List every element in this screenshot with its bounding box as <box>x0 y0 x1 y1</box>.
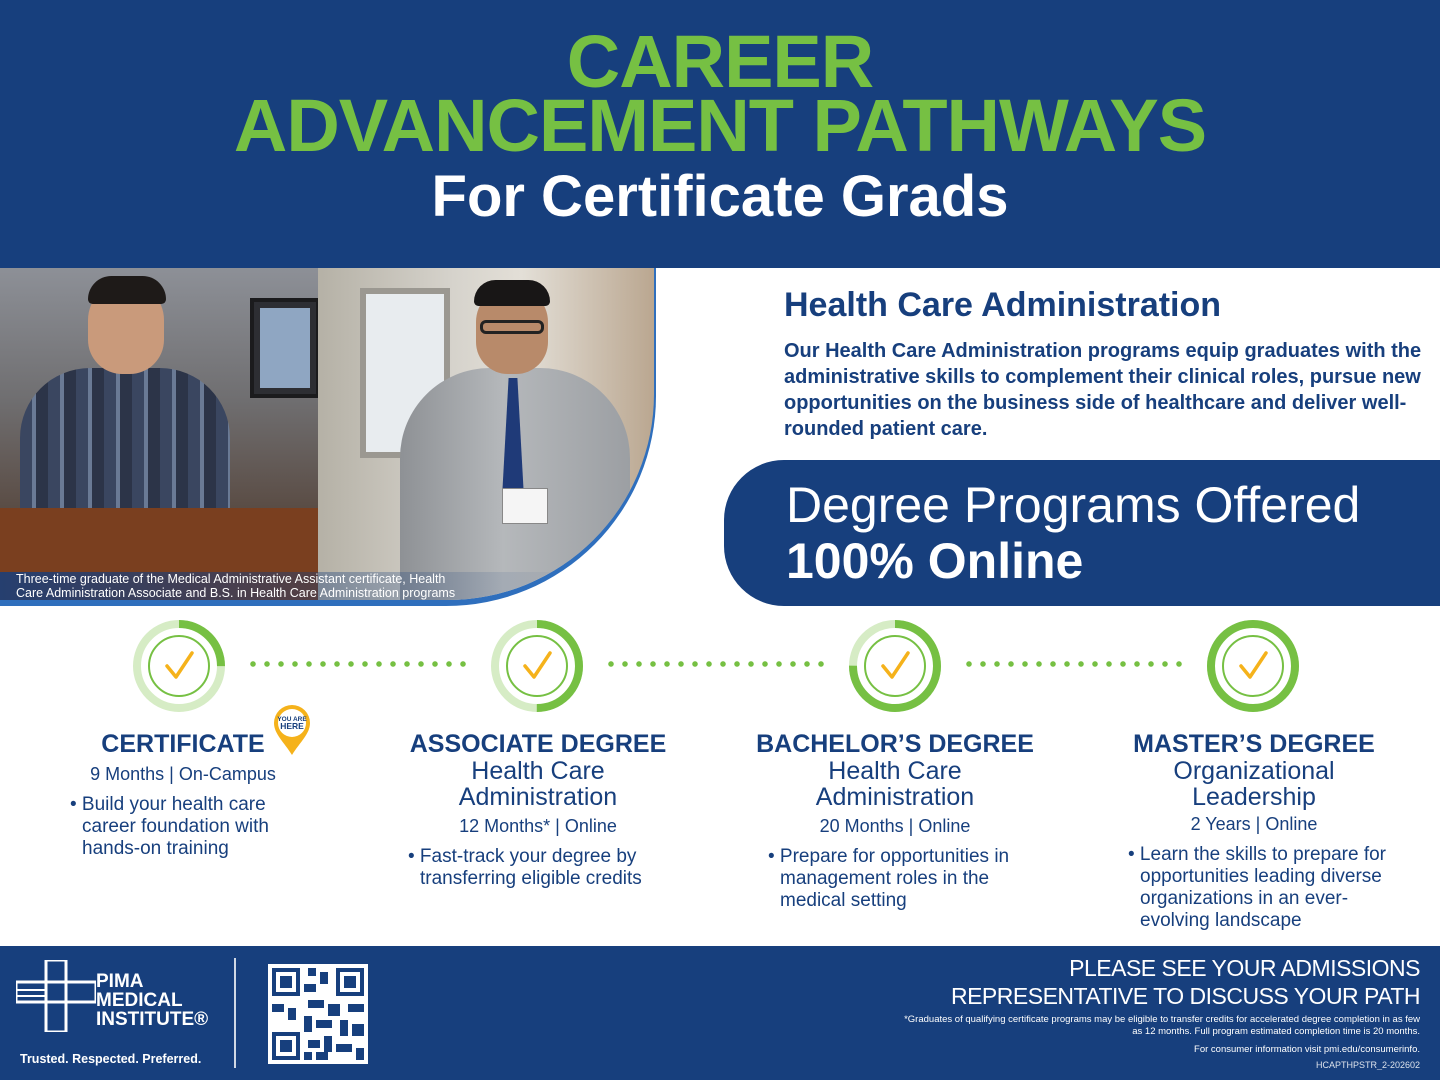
step-name: CERTIFICATE <box>101 730 265 758</box>
header-banner <box>0 0 1440 268</box>
step-associate-degree <box>396 730 680 890</box>
checkmark-progress-icon-2 <box>491 620 583 712</box>
pin-label-line-2: HERE <box>280 721 304 731</box>
glasses-shape <box>480 320 544 334</box>
step-bullet: • Build your health care career foundation with hands-on training <box>70 794 269 859</box>
footer <box>0 946 1440 1080</box>
caption-line-1: Three-time graduate of the Medical Administrative Assistant certificate, Health <box>16 572 446 586</box>
program-text: Our Health Care Administration programs equip graduates with the administrative skills to complement their clinical roles, pursue new opportunities on the business side of healthcare and deliver well-rounded patient care. <box>784 340 1422 440</box>
program-description <box>784 284 1434 442</box>
logo-line-1: PIMA <box>96 971 144 992</box>
step-duration: 12 Months* | Online <box>459 816 617 836</box>
title-line-1: CAREER <box>566 20 874 103</box>
id-badge <box>502 488 548 524</box>
qr-code[interactable] <box>268 964 368 1064</box>
logo-line-3: INSTITUTE® <box>96 1009 209 1030</box>
online-banner-line-2: 100% Online <box>786 533 1084 589</box>
photo-caption <box>0 572 640 600</box>
pima-cross-logo-icon <box>16 960 96 1032</box>
step-program-line-1: Health Care <box>471 757 605 785</box>
step-program-line-2: Leadership <box>1192 783 1316 811</box>
step-duration: 9 Months | On-Campus <box>90 764 276 784</box>
poster-code: HCAPTHPSTR_2-202602 <box>1315 1060 1420 1070</box>
cta-line-1: PLEASE SEE YOUR ADMISSIONS <box>1069 955 1420 981</box>
step-program-line-2: Administration <box>458 783 618 811</box>
admissions-cta <box>951 954 1420 1010</box>
online-banner-line-1: Degree Programs Offered <box>786 477 1361 533</box>
step-name: MASTER’S DEGREE <box>1133 730 1375 758</box>
step-duration: 20 Months | Online <box>819 816 971 836</box>
step-program-line-1: Health Care <box>828 757 962 785</box>
consumer-info: For consumer information visit pmi.edu/consumerinfo. <box>1194 1044 1420 1055</box>
tagline: Trusted. Respected. Preferred. <box>20 1052 202 1066</box>
step-bullet: • Prepare for opportunities in management roles in the medical setting <box>768 846 1010 911</box>
caption-line-2: Care Administration Associate and B.S. in Health Care Administration programs <box>16 586 456 600</box>
monitor-shape <box>250 298 320 398</box>
pin-label-line-1: YOU ARE <box>277 716 307 723</box>
fine-print: *Graduates of qualifying certificate programs may be eligible to transfer credits for accelerated degree completion in as few as 12 months. Full program estimated completion time is 20 months. <box>904 1014 1420 1037</box>
step-bachelors-degree <box>748 730 1042 912</box>
cta-line-2: REPRESENTATIVE TO DISCUSS YOUR PATH <box>950 983 1420 1009</box>
graduate-photo-panel <box>0 268 656 606</box>
step-bullet: • Learn the skills to prepare for opportunities leading diverse organizations in an ever-evolving landscape <box>1128 844 1387 931</box>
step-name: BACHELOR’S DEGREE <box>756 730 1034 758</box>
step-masters-degree <box>1120 730 1388 932</box>
checkmark-progress-icon-3 <box>849 620 941 712</box>
step-duration: 2 Years | Online <box>1190 814 1318 834</box>
logo-wordmark <box>96 972 208 1029</box>
dotted-connector-3 <box>962 661 1186 667</box>
step-certificate <box>70 730 288 860</box>
online-programs-banner <box>724 460 1440 606</box>
title-line-2: ADVANCEMENT PATHWAYS <box>233 84 1207 167</box>
step-name: ASSOCIATE DEGREE <box>409 730 667 758</box>
page-subtitle: For Certificate Grads <box>431 164 1009 229</box>
footer-divider <box>234 958 236 1068</box>
step-program-line-1: Organizational <box>1173 757 1335 785</box>
graduate-photo <box>0 268 654 600</box>
person-hair <box>88 276 166 304</box>
checkmark-progress-icon-4 <box>1207 620 1299 712</box>
program-title: Health Care Administration <box>784 286 1222 324</box>
dotted-connector-2 <box>604 661 828 667</box>
page-title <box>0 0 1440 167</box>
checkmark-progress-icon-1 <box>133 620 225 712</box>
step-bullet: • Fast-track your degree by transferring eligible credits <box>408 846 642 889</box>
person-hair-2 <box>474 280 550 306</box>
step-program-line-2: Administration <box>815 783 975 811</box>
logo-line-2: MEDICAL <box>96 990 183 1011</box>
dotted-connector-1 <box>246 661 470 667</box>
